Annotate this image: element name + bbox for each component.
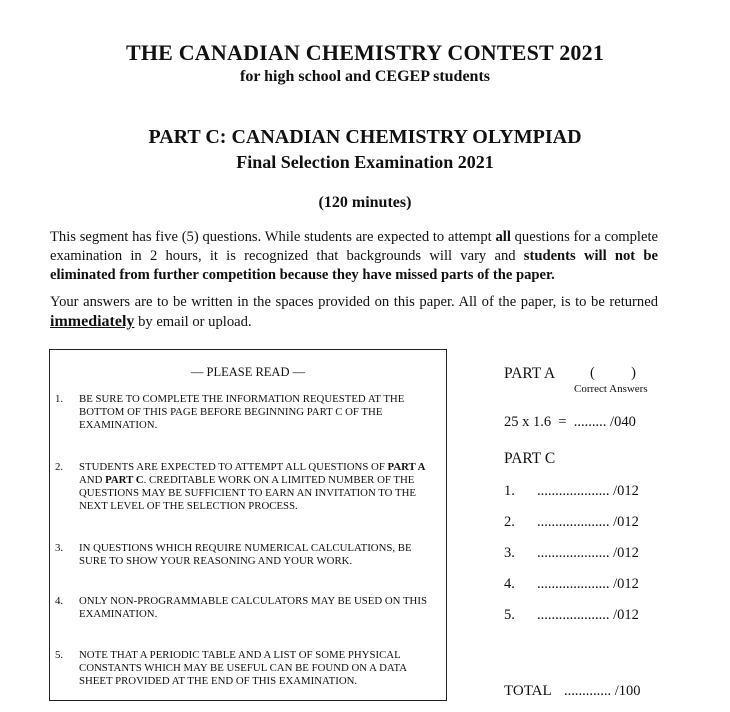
correct-answers-caption: Correct Answers [574,383,648,395]
instruction-number: 3. [55,542,64,554]
question-4-score: .................... /012 [537,576,639,592]
question-4-number: 4. [504,576,515,592]
intro-text: Your answers are to be written in the spaces provided on this paper. All of the paper, is to be returned [50,294,658,310]
question-5-score: .................... /012 [537,607,639,623]
part-a-label: PART A [504,365,556,382]
total-label: TOTAL [504,683,552,699]
instruction-number: 5. [55,649,64,661]
total-score: ............. /100 [564,683,641,699]
part-title: PART C: CANADIAN CHEMISTRY OLYMPIAD [148,126,582,148]
exam-duration: (120 minutes) [318,194,412,211]
intro-text: questions for a complete examination in 2 hours, it is recognized that backgrounds will vary and [50,229,658,264]
immediately-emphasis: immediately [50,313,135,330]
instruction-text [79,461,441,513]
instruction-item [55,542,440,570]
instruction-text: ONLY NON-PROGRAMMABLE CALCULATORS MAY BE USED ON THIS EXAMINATION. [79,595,427,620]
contest-title: THE CANADIAN CHEMISTRY CONTEST 2021 [125,40,605,65]
instruction-item [55,595,440,623]
instruction-item [55,461,440,516]
instruction-text-part: . CREDITABLE WORK ON A LIMITED NUMBER OF THE QUESTIONS MAY BE SUFFICIENT TO EARN AN INVITATION TO THE NEXT LEVEL OF THE SELECTION PROCESS. [79,474,416,512]
intro-text: This segment has five (5) questions. While students are expected to attempt [50,229,496,245]
question-2-score: .................... /012 [537,514,639,530]
question-2-number: 2. [504,514,515,530]
instruction-text: NOTE THAT A PERIODIC TABLE AND A LIST OF SOME PHYSICAL CONSTANTS WHICH MAY BE USEFUL CAN BE FOUND ON A DATA SHEET PROVIDED AT THE END OF THIS EXAMINATION. [79,649,407,687]
intro-emphasis-all: all [495,229,511,245]
part-a-score: 25 x 1.6 = ......... /040 [504,414,636,430]
instruction-number: 1. [55,393,64,405]
question-1-number: 1. [504,483,515,499]
question-3-number: 3. [504,545,515,561]
part-a-emphasis: PART A [387,461,426,473]
question-5-number: 5. [504,607,515,623]
intro-text: by email or upload. [134,314,252,330]
intro-paragraph-2 [50,293,658,332]
question-1-score: .................... /012 [537,483,639,499]
intro-emphasis: students will not be eliminated from further competition because they have missed parts of the paper. [50,248,658,283]
question-3-score: .................... /012 [537,545,639,561]
exam-subtitle: Final Selection Examination 2021 [236,152,494,172]
instruction-text: BE SURE TO COMPLETE THE INFORMATION REQUESTED AT THE BOTTOM OF THIS PAGE BEFORE BEGINNING PART C OF THE EXAMINATION. [79,393,405,431]
instruction-number: 4. [55,595,64,607]
part-a-answer-count: ( ) [590,365,636,381]
please-read-heading: — PLEASE READ — [190,365,306,379]
contest-subtitle: for high school and CEGEP students [240,68,490,85]
part-c-label: PART C [504,450,556,467]
intro-paragraph-1 [50,228,658,285]
instruction-item [55,649,440,691]
instruction-number: 2. [55,461,64,473]
part-c-emphasis: PART C [105,474,144,486]
instruction-text-part: STUDENTS ARE EXPECTED TO ATTEMPT ALL QUESTIONS OF [79,461,388,473]
instruction-item [55,393,440,433]
instruction-text-part: AND [79,474,106,486]
instruction-text: IN QUESTIONS WHICH REQUIRE NUMERICAL CALCULATIONS, BE SURE TO SHOW YOUR REASONING AND YOUR WORK. [79,542,412,567]
